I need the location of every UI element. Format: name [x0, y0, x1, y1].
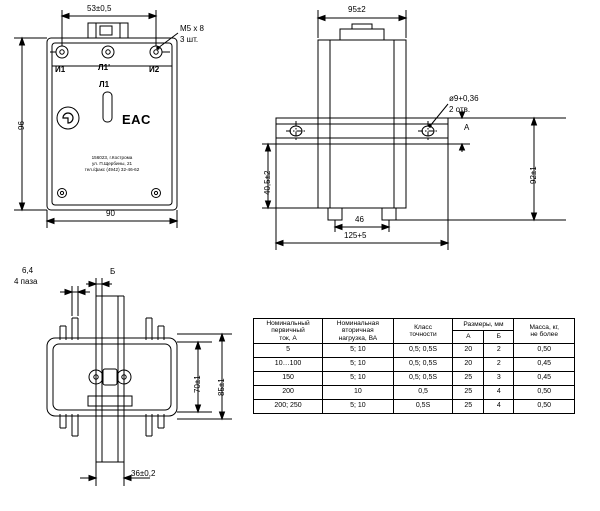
- brand-mark: EAC: [122, 112, 151, 127]
- bottom-dim-36: 36±0,2: [131, 469, 156, 478]
- th-dim-b: Б: [484, 331, 514, 343]
- bottom-slot-3: [72, 414, 78, 436]
- hole-note-line2: 2 отв.: [449, 105, 471, 114]
- front-top-block: [88, 23, 128, 38]
- side-dim-right: 92±1: [529, 166, 538, 184]
- bottom-body-inner: [53, 344, 171, 410]
- cell-dim-a: 25: [453, 385, 484, 399]
- cell-accuracy: 0,5: [393, 385, 453, 399]
- screw-note-line1: M5 x 8: [180, 24, 205, 33]
- cell-load: 5; 10: [323, 371, 394, 385]
- cell-mass: 0,45: [514, 357, 575, 371]
- cell-dim-a: 20: [453, 343, 484, 357]
- cell-dim-a: 25: [453, 371, 484, 385]
- front-bottom-screw-2: [152, 189, 161, 198]
- front-dim-left: 96: [17, 121, 26, 130]
- front-bottom-screw-1: [58, 189, 67, 198]
- side-foot-left: [328, 208, 342, 220]
- terminal-label-l1-prime: Л1': [98, 63, 110, 72]
- cell-dim-b: 4: [484, 399, 514, 413]
- cell-current: 5: [254, 343, 323, 357]
- front-body-outline: [47, 38, 177, 210]
- cell-load: 10: [323, 385, 394, 399]
- cell-mass: 0,50: [514, 385, 575, 399]
- front-dim-bottom: 90: [106, 209, 115, 218]
- cell-current: 10…100: [254, 357, 323, 371]
- table-row: [254, 371, 575, 385]
- bottom-slot-4: [146, 414, 152, 436]
- front-dim-top: 53±0,5: [87, 4, 112, 13]
- terminal-label-i2: И2: [149, 65, 160, 74]
- hole-note-line1: ø9+0,36: [449, 94, 479, 103]
- cell-dim-b: 3: [484, 371, 514, 385]
- cell-dim-b: 2: [484, 357, 514, 371]
- cell-accuracy: 0,5S: [393, 399, 453, 413]
- side-dim-top: 95±2: [348, 5, 366, 14]
- cell-dim-a: 20: [453, 357, 484, 371]
- cell-dim-b: 4: [484, 385, 514, 399]
- terminal-label-i1: И1: [55, 65, 66, 74]
- table-row: [254, 385, 575, 399]
- side-dim-left-vert: 40,5±2: [263, 170, 272, 195]
- specification-table: [253, 318, 575, 414]
- manufacturer-address: 156023, г.Кострома ул. П.Щербины, 21 тел./факс (4942) 32-46-62: [84, 155, 140, 173]
- side-dim-inner: 46: [355, 215, 364, 224]
- th-mass: Масса, кг, не более: [514, 319, 575, 344]
- cell-accuracy: 0,5; 0,5S: [393, 371, 453, 385]
- screw-note-line2: 3 шт.: [180, 35, 199, 44]
- th-primary-current: Номинальный первичный ток, А: [254, 319, 323, 344]
- cell-current: 200; 250: [254, 399, 323, 413]
- th-secondary-load: Номинальная вторичная нагрузка, ВА: [323, 319, 394, 344]
- terminal-label-l1: Л1: [99, 80, 110, 89]
- table-row: [254, 399, 575, 413]
- table-row: [254, 343, 575, 357]
- front-screw-2: [102, 46, 114, 58]
- cell-current: 150: [254, 371, 323, 385]
- side-letter-a: А: [464, 123, 470, 132]
- bottom-slot-1: [72, 318, 78, 340]
- cell-accuracy: 0,5; 0,5S: [393, 357, 453, 371]
- side-dim-bottom: 125+5: [344, 231, 367, 240]
- cell-mass: 0,50: [514, 343, 575, 357]
- bottom-dim-slot-width: 6,4: [22, 266, 34, 275]
- cell-current: 200: [254, 385, 323, 399]
- th-accuracy-class: Класс точности: [393, 319, 453, 344]
- cell-dim-b: 2: [484, 343, 514, 357]
- cell-load: 5; 10: [323, 343, 394, 357]
- bottom-dim-70: 70±1: [193, 375, 202, 393]
- side-top-block: [340, 29, 384, 40]
- bottom-slot-2: [146, 318, 152, 340]
- cell-dim-a: 25: [453, 399, 484, 413]
- bottom-dim-letter-b: Б: [110, 267, 116, 276]
- cell-mass: 0,45: [514, 371, 575, 385]
- front-screw-1: [56, 46, 68, 58]
- bottom-dim-85: 85±1: [217, 378, 226, 396]
- front-screw-3: [150, 46, 162, 58]
- th-dim-a: А: [453, 331, 484, 343]
- cell-mass: 0,50: [514, 399, 575, 413]
- th-dimensions: Размеры, мм: [453, 319, 514, 331]
- side-foot-right: [382, 208, 396, 220]
- cell-load: 5; 10: [323, 357, 394, 371]
- cell-load: 5; 10: [323, 399, 394, 413]
- table-row: [254, 357, 575, 371]
- front-center-slot: [103, 92, 112, 122]
- bottom-body-outline: [47, 338, 177, 416]
- cell-accuracy: 0,5; 0,5S: [393, 343, 453, 357]
- bottom-dim-slot-note: 4 паза: [14, 277, 38, 286]
